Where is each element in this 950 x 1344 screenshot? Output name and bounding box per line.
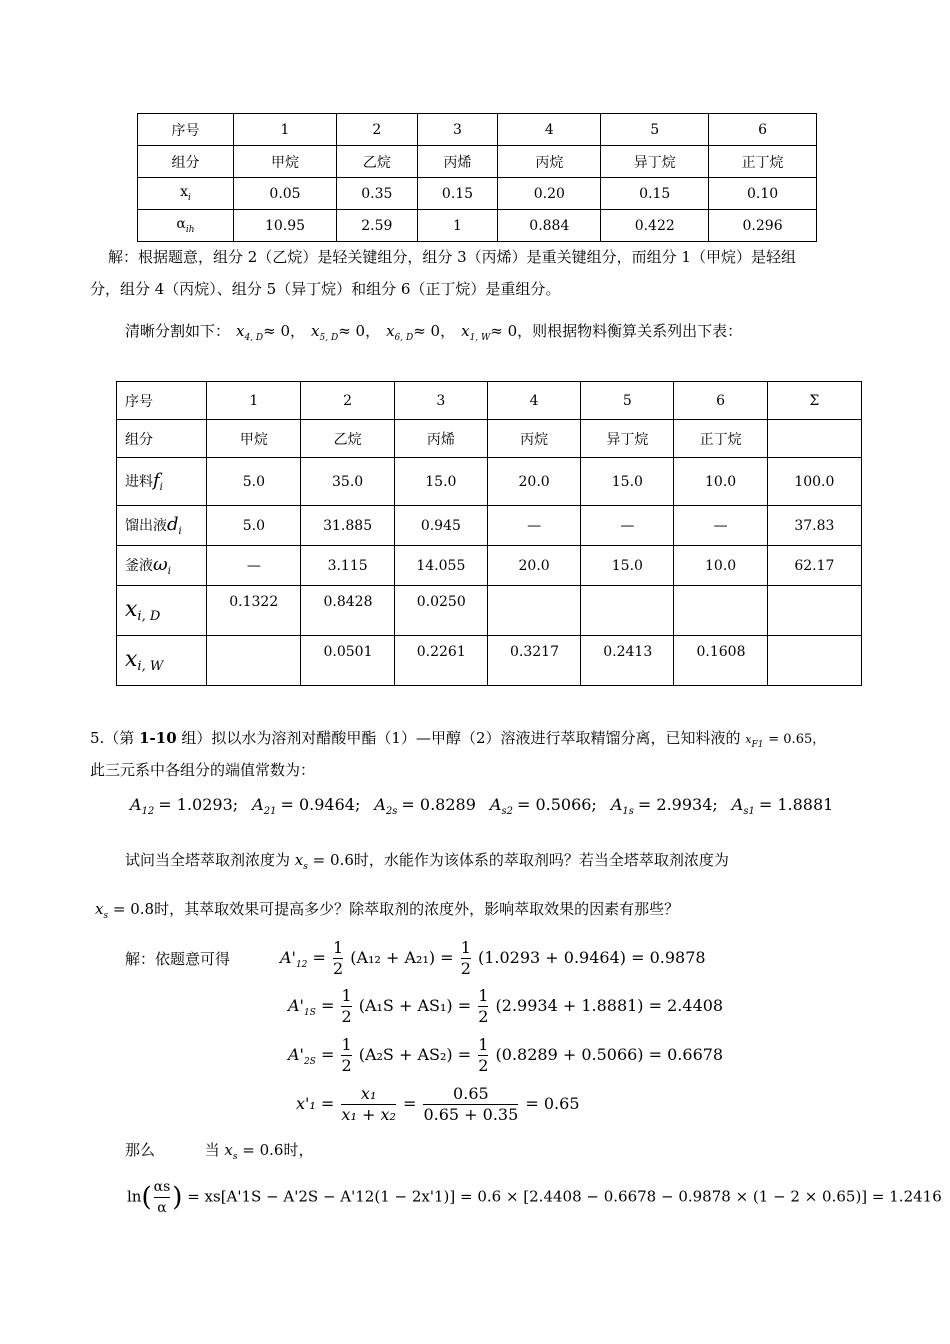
row-label: 组分 bbox=[138, 146, 234, 178]
row-label: xi, D bbox=[117, 586, 207, 636]
table-cell: 10.0 bbox=[674, 458, 767, 506]
table-cell bbox=[207, 636, 301, 686]
end-constant: $A_{12} = 1.0293$; bbox=[130, 795, 239, 817]
table-cell: 5.0 bbox=[207, 458, 301, 506]
equation-a12: $A'_{12}$ = $\frac{1}{2}$ (A₁₂ + A₂₁) = $\frac{1}{2}$ (1.0293 + 0.9464) = 0.9878 bbox=[280, 938, 706, 978]
table-cell bbox=[767, 586, 861, 636]
end-constant: $A_{s1} = 1.8881$ bbox=[731, 795, 834, 817]
table-row bbox=[117, 586, 862, 636]
question-5-line1: 5.（第 1-10 组）拟以水为溶剂对醋酸甲酯（1）—甲醇（2）溶液进行萃取精馏分离，已知料液的 $x_{F1} = 0.65$， bbox=[90, 729, 826, 750]
table-cell: 6 bbox=[709, 114, 817, 146]
table-cell: 乙烷 bbox=[301, 420, 394, 458]
table-cell bbox=[674, 586, 767, 636]
row-label: 序号 bbox=[117, 382, 207, 420]
table-cell: 0.10 bbox=[709, 178, 817, 210]
table-row bbox=[138, 210, 817, 242]
table-cell: — bbox=[674, 506, 767, 546]
table-cell: 14.055 bbox=[394, 546, 487, 586]
end-constant: $A_{21} = 0.9464$; bbox=[252, 795, 361, 817]
table-cell: 10.0 bbox=[674, 546, 767, 586]
table-cell: 异丁烷 bbox=[581, 420, 674, 458]
table-cell: 0.0250 bbox=[394, 586, 487, 636]
row-label: 序号 bbox=[138, 114, 234, 146]
table-cell: 2 bbox=[337, 114, 418, 146]
table-cell: 正丁烷 bbox=[709, 146, 817, 178]
equation-a2s: $A'_{2S}$ = $\frac{1}{2}$ (A₂S + AS₂) = $\frac{1}{2}$ (0.8289 + 0.5066) = 0.6678 bbox=[288, 1035, 724, 1075]
table-cell bbox=[487, 586, 580, 636]
split-condition: $x_{4, D}\approx 0$， bbox=[236, 322, 306, 343]
table-cell: 62.17 bbox=[767, 546, 861, 586]
table-cell: 5 bbox=[581, 382, 674, 420]
row-label: 釜液$\omega_i$ bbox=[117, 546, 207, 586]
table-cell: 6 bbox=[674, 382, 767, 420]
table-cell: 丙烯 bbox=[417, 146, 498, 178]
table-cell: 0.2261 bbox=[394, 636, 487, 686]
table-cell: 0.884 bbox=[498, 210, 601, 242]
table-cell: 3 bbox=[417, 114, 498, 146]
table-cell: 0.15 bbox=[601, 178, 709, 210]
table-cell: — bbox=[487, 506, 580, 546]
table-cell: 15.0 bbox=[581, 546, 674, 586]
table-cell: 2 bbox=[301, 382, 394, 420]
table-cell: 4 bbox=[487, 382, 580, 420]
table-row bbox=[138, 178, 817, 210]
row-label: 馏出液$d_i$ bbox=[117, 506, 207, 546]
table-cell: 31.885 bbox=[301, 506, 394, 546]
row-label: xi, W bbox=[117, 636, 207, 686]
table-cell: 丙烷 bbox=[498, 146, 601, 178]
equation-x1-prime: x'₁ = $\frac{\text{x₁}}{\text{x₁ + x₂}}$ = $\frac{0.65}{0.65 + 0.35}$ = 0.65 bbox=[296, 1084, 580, 1124]
table-cell: 2.59 bbox=[337, 210, 418, 242]
table-cell: 0.1322 bbox=[207, 586, 301, 636]
table-cell: Σ bbox=[767, 382, 861, 420]
table-cell: 0.3217 bbox=[487, 636, 580, 686]
table-cell: 0.296 bbox=[709, 210, 817, 242]
table-row bbox=[117, 506, 862, 546]
material-balance-table bbox=[116, 381, 862, 686]
table-cell: 0.0501 bbox=[301, 636, 394, 686]
table-cell: 15.0 bbox=[581, 458, 674, 506]
split-condition: $x_{6, D}\approx 0$， bbox=[386, 322, 456, 343]
table-row bbox=[117, 420, 862, 458]
table-cell: 0.2413 bbox=[581, 636, 674, 686]
table-cell bbox=[767, 420, 861, 458]
table-row bbox=[138, 114, 817, 146]
solution-paragraph-1b: 分，组分 4（丙烷）、组分 5（异丁烷）和组分 6（正丁烷）是重组分。 bbox=[90, 280, 561, 298]
equation-a1s: $A'_{1S}$ = $\frac{1}{2}$ (A₁S + AS₁) = $\frac{1}{2}$ (2.9934 + 1.8881) = 2.4408 bbox=[288, 986, 724, 1026]
table-cell: 0.05 bbox=[234, 178, 337, 210]
component-table bbox=[137, 113, 817, 242]
table-cell: 0.35 bbox=[337, 178, 418, 210]
table-cell: 15.0 bbox=[394, 458, 487, 506]
table-cell: 100.0 bbox=[767, 458, 861, 506]
table-cell: 0.1608 bbox=[674, 636, 767, 686]
row-label: 组分 bbox=[117, 420, 207, 458]
table-cell: 0.20 bbox=[498, 178, 601, 210]
solution-2-label: 解：依题意可得 bbox=[125, 950, 231, 968]
solution-paragraph-1: 解：根据题意，组分 2（乙烷）是轻关键组分，组分 3（丙烯）是重关键组分，而组分 1（甲烷）是轻组 bbox=[108, 248, 796, 266]
equation-ln-ratio: ln( $\frac{\alpha s}{\alpha}$ ) = xs[A'1S − A'2S − A'12(1 − 2x'1)] = 0.6 × [2.4408 − 0.6678 − 0.9878 × (1 − 2 × 0.65)] = 1.2416 bbox=[127, 1179, 942, 1216]
split-condition: $x_{5, D}\approx 0$， bbox=[311, 322, 381, 343]
question-5-line4: $x_s = 0.8$时，其萃取效果可提高多少？除萃取剂的浓度外，影响萃取效果的因素有那些？ bbox=[95, 900, 680, 921]
table-cell: 5.0 bbox=[207, 506, 301, 546]
table-cell: 10.95 bbox=[234, 210, 337, 242]
table-cell: 正丁烷 bbox=[674, 420, 767, 458]
table-cell: 5 bbox=[601, 114, 709, 146]
table-cell: 甲烷 bbox=[234, 146, 337, 178]
split-conditions bbox=[230, 322, 533, 343]
split-line: 清晰分割如下： $x_{4, D}\approx 0$， $x_{5, D}\approx 0$， $x_{6, D}\approx 0$， $x_{1, W}\approx 0$，则根据物料衡算关系列出下表： bbox=[125, 322, 743, 343]
table-cell: 0.15 bbox=[417, 178, 498, 210]
table-cell: 丙烯 bbox=[394, 420, 487, 458]
table-cell: 丙烷 bbox=[487, 420, 580, 458]
table-cell: 1 bbox=[207, 382, 301, 420]
table-cell: 1 bbox=[417, 210, 498, 242]
end-constant: $A_{2s} = 0.8289$ bbox=[374, 795, 476, 817]
table-row bbox=[117, 458, 862, 506]
table-cell: 20.0 bbox=[487, 458, 580, 506]
table-row bbox=[117, 546, 862, 586]
table-row bbox=[117, 382, 862, 420]
table-row bbox=[138, 146, 817, 178]
table-cell: 3 bbox=[394, 382, 487, 420]
table-cell: 35.0 bbox=[301, 458, 394, 506]
table-cell: 甲烷 bbox=[207, 420, 301, 458]
table-cell: 4 bbox=[498, 114, 601, 146]
question-5-line2: 此三元系中各组分的端值常数为： bbox=[90, 761, 316, 779]
table-cell: — bbox=[581, 506, 674, 546]
table-cell: 37.83 bbox=[767, 506, 861, 546]
row-label: $x_i$ bbox=[138, 178, 234, 210]
split-condition: $x_{1, W}\approx 0$， bbox=[461, 322, 533, 343]
then-line: 那么 当 $x_s = 0.6$时， bbox=[125, 1141, 314, 1162]
table-cell: 0.945 bbox=[394, 506, 487, 546]
table-cell: 异丁烷 bbox=[601, 146, 709, 178]
row-label: $\alpha_{ih}$ bbox=[138, 210, 234, 242]
question-5-line3: 试问当全塔萃取剂浓度为 $x_s = 0.6$时，水能作为该体系的萃取剂吗？若当全塔萃取剂浓度为 bbox=[125, 851, 729, 872]
table-cell: — bbox=[207, 546, 301, 586]
table-cell: 0.422 bbox=[601, 210, 709, 242]
row-label: 进料$f_i$ bbox=[117, 458, 207, 506]
table-cell bbox=[581, 586, 674, 636]
table-cell: 20.0 bbox=[487, 546, 580, 586]
table-cell bbox=[767, 636, 861, 686]
end-constants-line bbox=[130, 795, 847, 817]
table-cell: 3.115 bbox=[301, 546, 394, 586]
table-cell: 1 bbox=[234, 114, 337, 146]
end-constant: $A_{1s} = 2.9934$; bbox=[610, 795, 718, 817]
table-cell: 乙烷 bbox=[337, 146, 418, 178]
table-cell: 0.8428 bbox=[301, 586, 394, 636]
end-constant: $A_{s2} = 0.5066$; bbox=[489, 795, 597, 817]
table-row bbox=[117, 636, 862, 686]
